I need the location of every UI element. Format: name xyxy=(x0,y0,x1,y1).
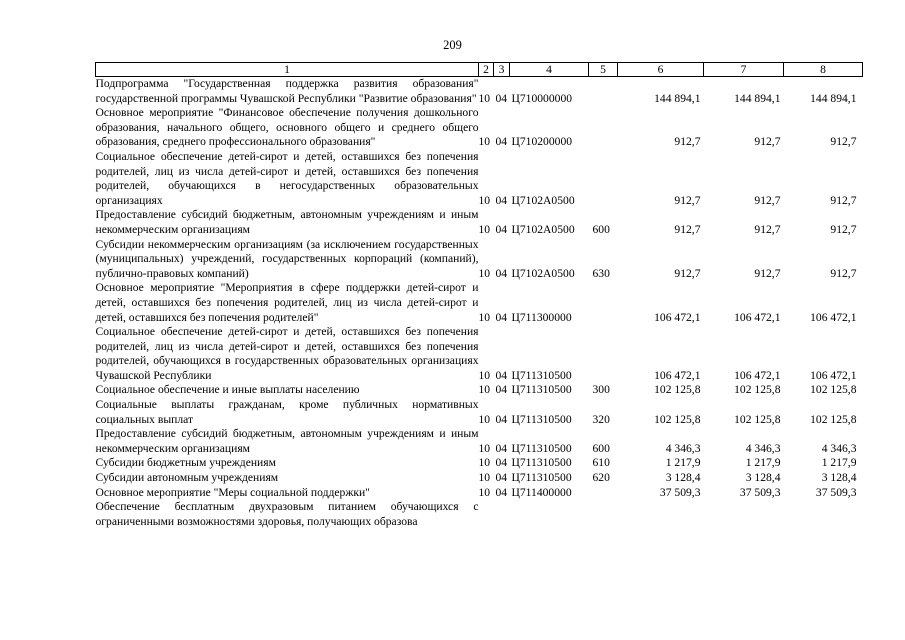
row-section: 10 xyxy=(478,368,491,382)
table-row xyxy=(96,150,863,208)
row-amount-1: 106 472,1 xyxy=(654,310,701,324)
row-amount-3: 106 472,1 xyxy=(810,368,857,382)
row-subsection: 04 xyxy=(495,485,508,499)
row-amount-2: 912,7 xyxy=(754,135,781,149)
header-row xyxy=(96,63,863,77)
table-row xyxy=(96,427,863,456)
row-amount-2: 144 894,1 xyxy=(734,91,781,105)
row-subsection: 04 xyxy=(495,193,508,207)
row-target-code: Ц7102А0500 xyxy=(511,193,575,207)
table-row xyxy=(96,325,863,383)
row-amount-1: 37 509,3 xyxy=(659,485,701,499)
row-amount-3: 912,7 xyxy=(830,135,857,149)
row-section: 10 xyxy=(478,193,491,207)
row-amount-2: 3 128,4 xyxy=(745,471,781,485)
row-amount-2: 912,7 xyxy=(754,222,781,236)
row-subsection: 04 xyxy=(495,441,508,455)
row-amount-3: 912,7 xyxy=(830,222,857,236)
table-row xyxy=(96,383,863,398)
row-name: Основное мероприятие "Финансовое обеспечение получения дошкольного образования, начального общего, основного общего и среднего общего образования, среднего профессионального образования" xyxy=(95,106,479,149)
header-col-8: 8 xyxy=(784,63,863,77)
row-amount-1: 106 472,1 xyxy=(654,368,701,382)
table-row xyxy=(96,456,863,471)
row-name: Обеспечение бесплатным двухразовым питанием обучающихся с ограниченными возможностями здоровья, получающих образова xyxy=(95,500,479,528)
row-amount-3: 102 125,8 xyxy=(810,383,857,397)
row-section: 10 xyxy=(478,412,491,426)
row-amount-2: 912,7 xyxy=(754,266,781,280)
row-target-code: Ц710000000 xyxy=(511,91,573,105)
row-amount-1: 3 128,4 xyxy=(665,471,701,485)
row-target-code: Ц7102А0500 xyxy=(511,222,575,236)
row-name: Предоставление субсидий бюджетным, автономным учреждениям и иным некоммерческим организациям xyxy=(95,427,479,455)
row-amount-1: 912,7 xyxy=(674,193,701,207)
header-col-3: 3 xyxy=(494,63,510,77)
row-section: 10 xyxy=(478,441,491,455)
row-amount-3: 3 128,4 xyxy=(821,471,857,485)
row-expense-kind: 620 xyxy=(592,471,610,485)
row-amount-2 xyxy=(704,500,784,529)
row-target-code xyxy=(510,500,589,529)
table-row xyxy=(96,486,863,501)
row-target-code: Ц711400000 xyxy=(511,485,572,499)
row-name: Основное мероприятие "Мероприятия в сфере поддержки детей-сирот и детей, оставшихся без попечения родителей, лиц из числа детей-сирот и детей, оставшихся без попечения родителей" xyxy=(95,281,479,324)
row-name: Предоставление субсидий бюджетным, автономным учреждениям и иным некоммерческим организациям xyxy=(95,208,479,236)
row-amount-1: 1 217,9 xyxy=(665,456,701,470)
row-amount-2: 4 346,3 xyxy=(745,441,781,455)
row-amount-2: 102 125,8 xyxy=(734,412,781,426)
row-amount-3: 912,7 xyxy=(830,193,857,207)
row-target-code: Ц7102А0500 xyxy=(511,266,575,280)
page-number: 209 xyxy=(443,38,462,52)
header-col-2: 2 xyxy=(479,63,494,77)
table-row xyxy=(96,398,863,427)
row-amount-1: 912,7 xyxy=(674,222,701,236)
row-expense-kind xyxy=(589,281,618,325)
row-expense-kind: 610 xyxy=(592,456,610,470)
row-amount-2: 912,7 xyxy=(754,193,781,207)
header-col-7: 7 xyxy=(704,63,784,77)
row-amount-2: 106 472,1 xyxy=(734,368,781,382)
row-expense-kind: 630 xyxy=(592,266,610,280)
row-subsection: 04 xyxy=(495,310,508,324)
row-subsection xyxy=(494,500,510,529)
row-section: 10 xyxy=(478,485,491,499)
row-amount-2: 106 472,1 xyxy=(734,310,781,324)
row-amount-3: 912,7 xyxy=(830,266,857,280)
row-amount-3 xyxy=(784,500,863,529)
row-amount-3: 1 217,9 xyxy=(821,456,857,470)
row-section: 10 xyxy=(478,91,491,105)
row-expense-kind xyxy=(589,106,618,150)
row-target-code: Ц711310500 xyxy=(511,471,572,485)
row-section: 10 xyxy=(478,383,491,397)
row-name: Социальное обеспечение детей-сирот и детей, оставшихся без попечения родителей, лиц из числа детей-сирот и детей, оставшихся без попечения родителей, обучающихся в негосударственных образовательных организациях xyxy=(95,149,479,207)
row-expense-kind: 300 xyxy=(592,383,610,397)
row-section: 10 xyxy=(478,456,491,470)
row-subsection: 04 xyxy=(495,222,508,236)
row-expense-kind xyxy=(589,500,618,529)
row-subsection: 04 xyxy=(495,266,508,280)
row-amount-1: 144 894,1 xyxy=(654,91,701,105)
row-amount-2: 102 125,8 xyxy=(734,383,781,397)
row-subsection: 04 xyxy=(495,91,508,105)
row-name: Подпрограмма "Государственная поддержка развития образования" государственной программы Чувашской Республики "Развитие образования" xyxy=(95,77,479,105)
header-col-1: 1 xyxy=(96,63,479,77)
row-expense-kind xyxy=(589,486,618,501)
row-amount-2: 37 509,3 xyxy=(739,485,781,499)
row-name: Социальное обеспечение и иные выплаты населению xyxy=(95,383,360,397)
row-amount-1: 102 125,8 xyxy=(654,383,701,397)
table-row xyxy=(96,238,863,282)
row-name: Субсидии автономным учреждениям xyxy=(95,471,279,485)
table-row xyxy=(96,208,863,237)
row-section: 10 xyxy=(478,310,491,324)
row-amount-1: 102 125,8 xyxy=(654,412,701,426)
row-expense-kind xyxy=(589,325,618,383)
header-col-6: 6 xyxy=(618,63,704,77)
table-body xyxy=(96,77,863,530)
row-name: Субсидии бюджетным учреждениям xyxy=(95,456,276,470)
row-subsection: 04 xyxy=(495,383,508,397)
row-amount-3: 102 125,8 xyxy=(810,412,857,426)
row-amount-3: 37 509,3 xyxy=(815,485,857,499)
row-target-code: Ц711310500 xyxy=(511,383,572,397)
row-target-code: Ц711310500 xyxy=(511,412,572,426)
row-amount-1: 912,7 xyxy=(674,135,701,149)
row-amount-1: 4 346,3 xyxy=(665,441,701,455)
table-row xyxy=(96,500,863,529)
table-row xyxy=(96,77,863,107)
row-expense-kind: 600 xyxy=(592,222,610,236)
table-row xyxy=(96,281,863,325)
row-amount-3: 144 894,1 xyxy=(810,91,857,105)
row-subsection: 04 xyxy=(495,368,508,382)
row-amount-3: 4 346,3 xyxy=(821,441,857,455)
budget-table xyxy=(95,62,863,529)
row-amount-3: 106 472,1 xyxy=(810,310,857,324)
table-row xyxy=(96,106,863,150)
row-expense-kind: 320 xyxy=(592,412,610,426)
row-name: Социальное обеспечение детей-сирот и детей, оставшихся без попечения родителей, лиц из числа детей-сирот и детей, оставшихся без попечения родителей, обучающихся в государственных образовательных организациях Чувашской Республики xyxy=(95,325,479,382)
row-name: Социальные выплаты гражданам, кроме публичных нормативных социальных выплат xyxy=(95,398,479,426)
row-name: Субсидии некоммерческим организациям (за исключением государственных (муниципальных) учреждений, государственных корпораций (компаний), публично-правовых компаний) xyxy=(95,237,479,280)
row-name: Основное мероприятие "Меры социальной поддержки" xyxy=(95,485,370,499)
row-expense-kind xyxy=(589,150,618,208)
row-amount-1: 912,7 xyxy=(674,266,701,280)
row-expense-kind: 600 xyxy=(592,441,610,455)
row-subsection: 04 xyxy=(495,412,508,426)
row-subsection: 04 xyxy=(495,471,508,485)
row-amount-2: 1 217,9 xyxy=(745,456,781,470)
row-subsection: 04 xyxy=(495,456,508,470)
row-section: 10 xyxy=(478,266,491,280)
header-col-4: 4 xyxy=(510,63,589,77)
row-expense-kind xyxy=(589,77,618,107)
row-subsection: 04 xyxy=(495,135,508,149)
table-header xyxy=(96,63,863,77)
table-row xyxy=(96,471,863,486)
row-section xyxy=(479,500,494,529)
row-target-code: Ц711310500 xyxy=(511,441,572,455)
row-section: 10 xyxy=(478,471,491,485)
row-amount-1 xyxy=(618,500,704,529)
row-target-code: Ц711310500 xyxy=(511,456,572,470)
row-target-code: Ц711310500 xyxy=(511,368,572,382)
row-section: 10 xyxy=(478,135,491,149)
row-target-code: Ц710200000 xyxy=(511,135,573,149)
header-col-5: 5 xyxy=(589,63,618,77)
row-section: 10 xyxy=(478,222,491,236)
row-target-code: Ц711300000 xyxy=(511,310,572,324)
